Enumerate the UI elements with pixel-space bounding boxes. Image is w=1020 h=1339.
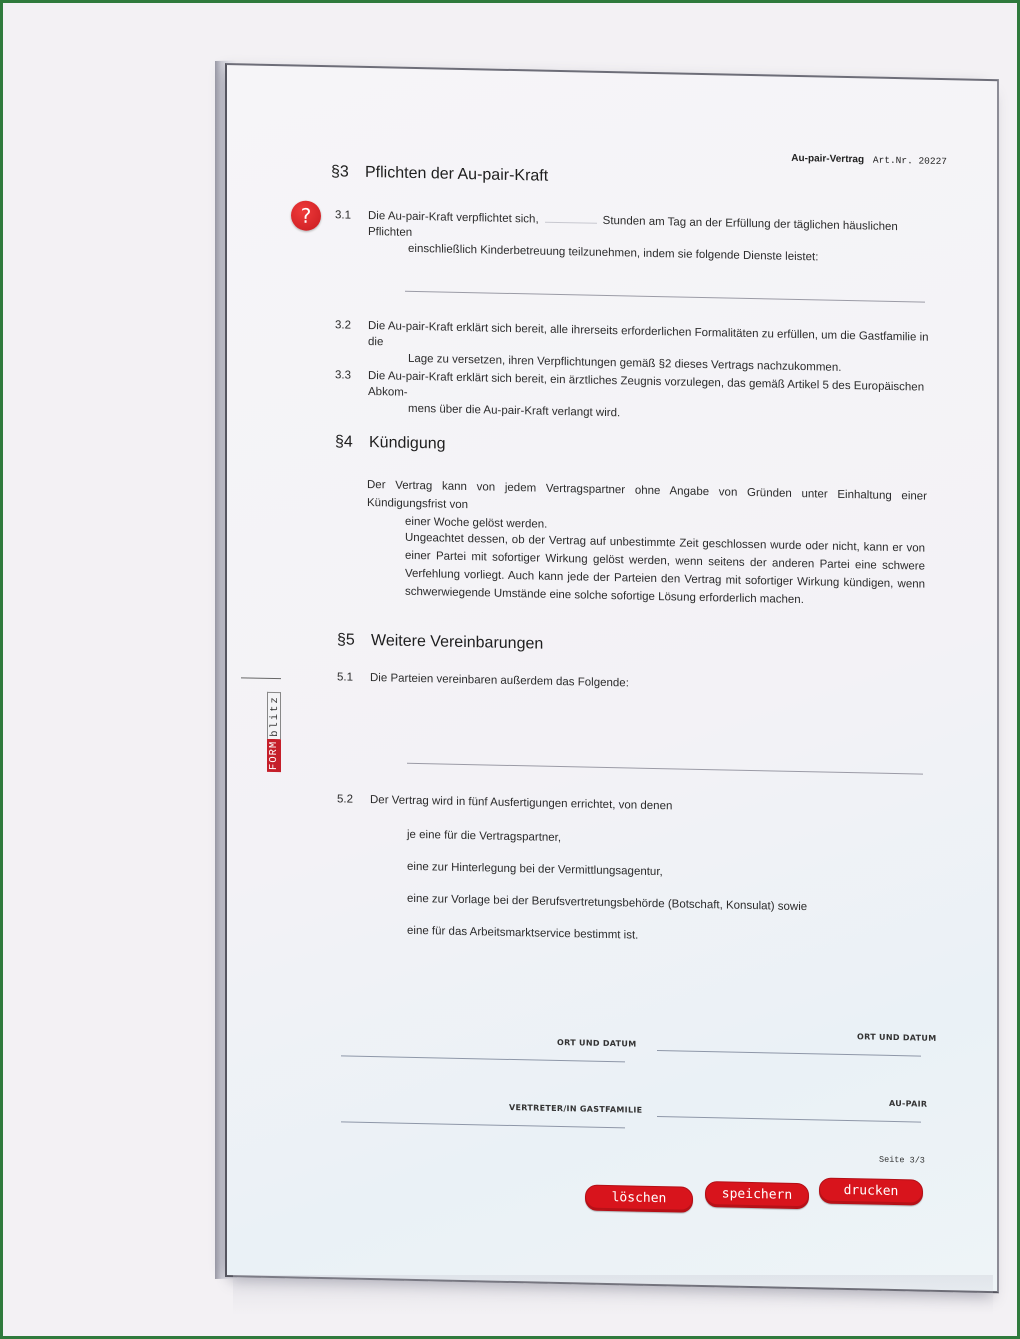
clause-text: Lage zu versetzen, ihren Verpflichtungen gemäß §2 dieses Vertrags nachzukommen. <box>408 352 842 374</box>
clause-5-1 <box>337 669 937 698</box>
clause-text: einschließlich Kinderbetreuung teilzunehmen, indem sie folgende Dienste leistet: <box>408 242 819 264</box>
list-item: eine für das Arbeitsmarktservice bestimmt ist. <box>407 924 639 942</box>
place-date-label-right: ORT UND DATUM <box>857 1032 937 1043</box>
section-title: Pflichten der Au-pair-Kraft <box>365 163 549 185</box>
article-number: Art.Nr. 20227 <box>872 154 947 168</box>
formblitz-logo <box>267 678 283 772</box>
section-number: §5 <box>337 631 355 649</box>
clause-text: Die Au-pair-Kraft verpflichtet sich, <box>368 209 539 226</box>
page-number: Seite 3/3 <box>879 1154 925 1166</box>
agreements-input-line[interactable] <box>407 763 923 775</box>
page-content <box>227 65 997 1291</box>
paragraph-text: Der Vertrag kann von jedem Vertragspartner ohne Angabe von Gründen unter Einhaltung einer Kündigungsfrist von <box>367 478 927 512</box>
save-button[interactable]: speichern <box>705 1181 809 1209</box>
document-header <box>791 153 947 167</box>
clause-5-2 <box>337 791 937 820</box>
host-family-label: VERTRETER/IN GASTFAMILIE <box>509 1102 643 1115</box>
section-5-heading <box>337 631 543 653</box>
section-title: Kündigung <box>369 434 446 453</box>
document-preview-stage <box>3 3 1017 1336</box>
clause-text: mens über die Au-pair-Kraft verlangt wird. <box>408 402 621 420</box>
section-4-heading <box>335 433 446 453</box>
clause-text: Die Au-pair-Kraft erklärt sich bereit, alle ihrerseits erforderlichen Formalitäten zu erfüllen, um die Gastfamilie in die <box>368 319 929 349</box>
logo-form: FORM <box>267 739 281 773</box>
host-family-signature-line[interactable] <box>341 1121 625 1128</box>
list-item: je eine für die Vertragspartner, <box>407 828 562 845</box>
au-pair-signature-line[interactable] <box>657 1116 921 1123</box>
duties-input-line[interactable] <box>405 291 925 303</box>
contract-page <box>225 63 999 1293</box>
clause-number: 3.3 <box>335 369 351 382</box>
delete-button[interactable]: löschen <box>585 1185 693 1213</box>
section-3-heading <box>331 163 548 186</box>
place-date-label-left: ORT UND DATUM <box>557 1037 637 1049</box>
page-reflection <box>233 1275 993 1315</box>
logo-blitz: blitz <box>267 692 281 739</box>
list-item: eine zur Vorlage bei der Berufsvertretungsbehörde (Botschaft, Konsulat) sowie <box>407 892 808 914</box>
au-pair-label: AU-PAIR <box>889 1098 928 1109</box>
question-mark-icon[interactable]: ? <box>291 200 321 231</box>
section-title: Weitere Vereinbarungen <box>371 632 544 653</box>
termination-paragraph-2: Ungeachtet dessen, ob der Vertrag auf unbestimmte Zeit geschlossen wurde oder nicht, kann er von einer Partei mit sofortiger Wirkung gelöst werden, wenn seitens der anderen Partei eine schwere Verfehlung vorliegt. Auch kann jede der Parteien den Vertrag mit sofortiger Wirkung kündigen, wenn schwerwiegende Umstände eine solche sofortige Lösung erforderlich machen. <box>405 531 925 607</box>
clause-text: Der Vertrag wird in fünf Ausfertigungen errichtet, von denen <box>370 794 673 813</box>
section-number: §4 <box>335 433 353 451</box>
clause-3-1 <box>335 207 935 268</box>
list-item: eine zur Hinterlegung bei der Vermittlungsagentur, <box>407 860 663 879</box>
clause-text: Die Au-pair-Kraft erklärt sich bereit, ein ärztliches Zeugnis vorzulegen, das gemäß Artikel 5 des Europäischen Abkom- <box>368 369 925 399</box>
print-button[interactable]: drucken <box>819 1177 923 1205</box>
place-date-line-left[interactable] <box>341 1055 625 1062</box>
clause-number: 3.1 <box>335 209 351 222</box>
clause-number: 3.2 <box>335 319 351 332</box>
place-date-line-right[interactable] <box>657 1050 921 1057</box>
clause-3-3 <box>335 367 935 428</box>
section-number: §3 <box>331 163 349 181</box>
clause-text: Stunden am Tag an der Erfüllung der täglichen häuslichen Pflichten <box>368 214 898 239</box>
clause-number: 5.1 <box>337 671 353 684</box>
clause-text: Die Parteien vereinbaren außerdem das Folgende: <box>370 672 629 690</box>
paragraph-text: einer Woche gelöst werden. <box>405 515 548 531</box>
clause-number: 5.2 <box>337 793 353 806</box>
copies-list <box>407 829 907 969</box>
hours-input[interactable] <box>545 212 597 224</box>
document-title: Au-pair-Vertrag <box>791 152 865 166</box>
